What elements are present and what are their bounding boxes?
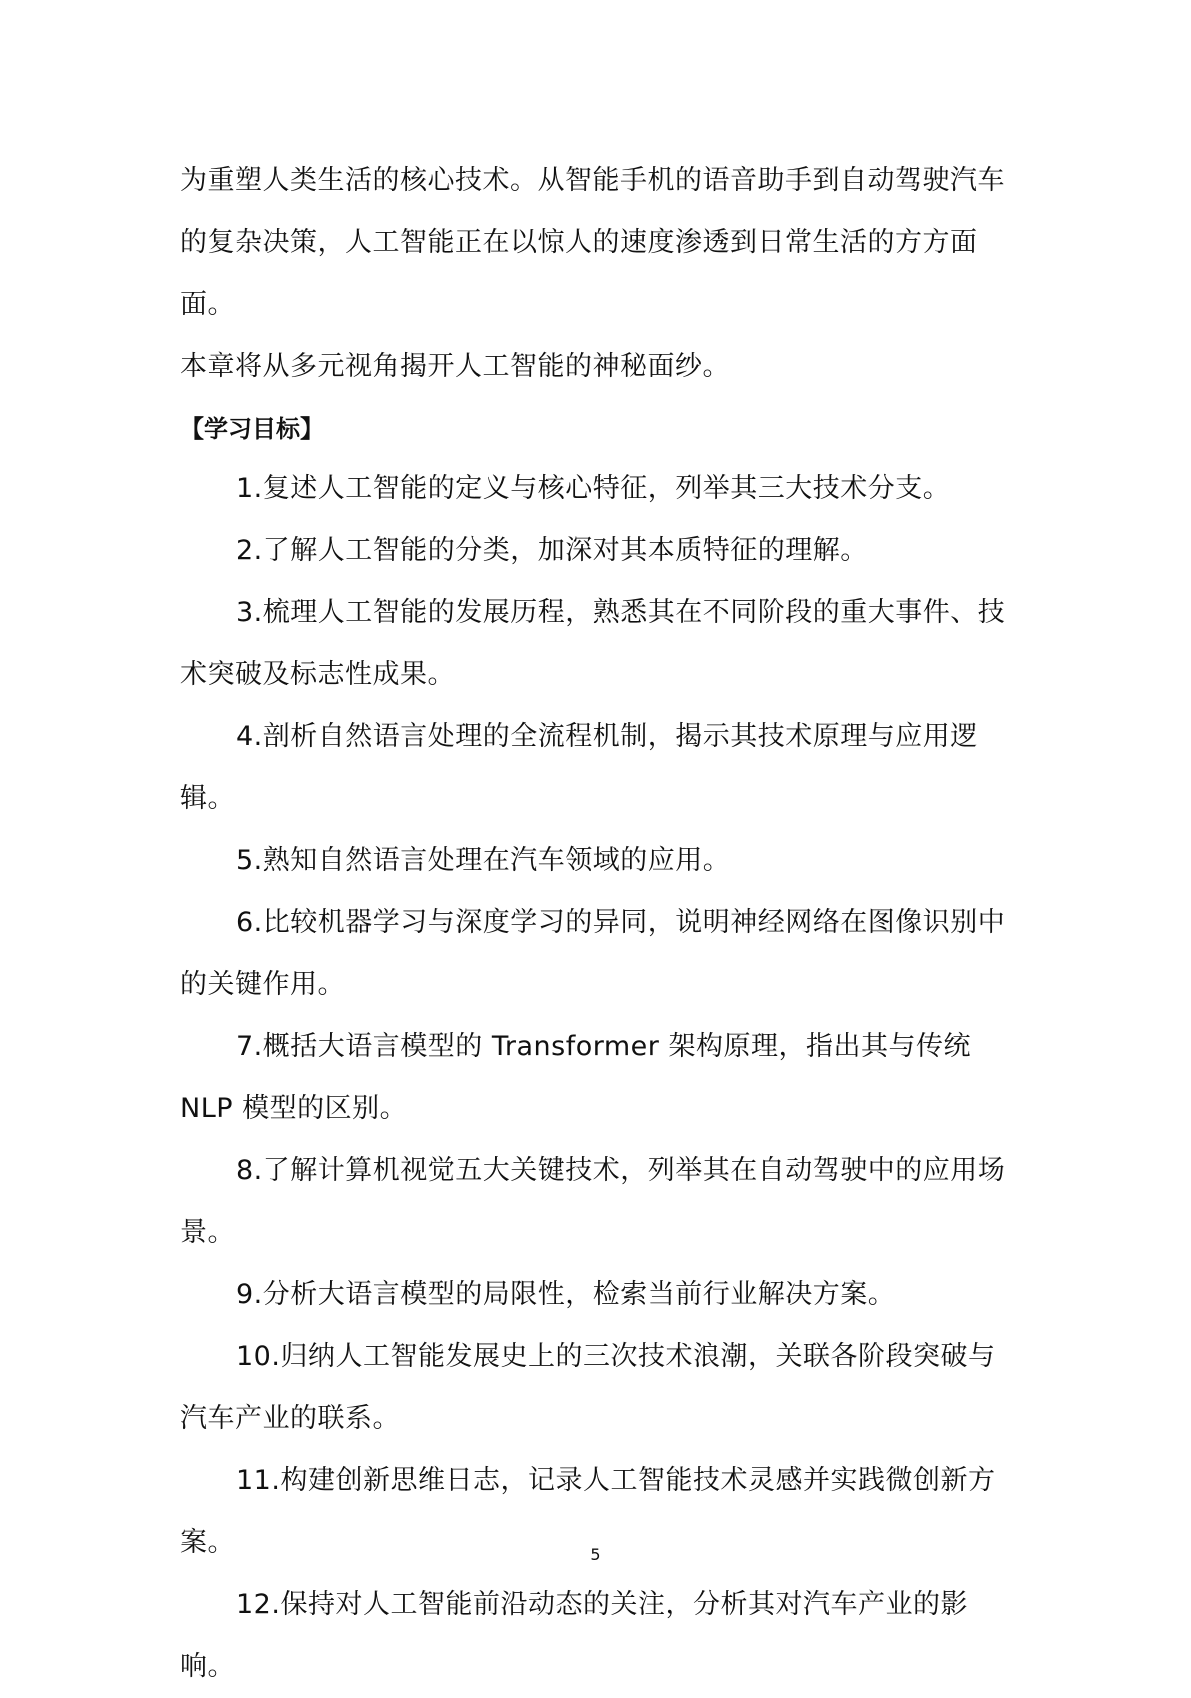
objective-item: 3.梳理人工智能的发展历程，熟悉其在不同阶段的重大事件、技术突破及标志性成果。 (180, 597, 1006, 690)
objective-item: 2.了解人工智能的分类，加深对其本质特征的理解。 (236, 535, 868, 566)
objective-item: 12.保持对人工智能前沿动态的关注，分析其对汽车产业的影响。 (180, 1589, 968, 1682)
intro-line: 的复杂决策，人工智能正在以惊人的速度渗透到日常生活的方方面面。 (180, 227, 978, 320)
objective-item: 5.熟知自然语言处理在汽车领域的应用。 (236, 845, 731, 876)
objective-item: 1.复述人工智能的定义与核心特征，列举其三大技术分支。 (236, 473, 951, 504)
intro-line: 本章将从多元视角揭开人工智能的神秘面纱。 (180, 351, 730, 382)
objective-item: 4.剖析自然语言处理的全流程机制，揭示其技术原理与应用逻辑。 (180, 721, 978, 814)
objective-item: 7.概括大语言模型的 Transformer 架构原理，指出其与传统 NLP 模型的区别。 (180, 1031, 971, 1124)
objective-item: 10.归纳人工智能发展史上的三次技术浪潮，关联各阶段突破与汽车产业的联系。 (180, 1341, 996, 1434)
objective-item: 9.分析大语言模型的局限性，检索当前行业解决方案。 (236, 1279, 896, 1310)
objective-item: 11.构建创新思维日志，记录人工智能技术灵感并实践微创新方案。 (180, 1465, 996, 1558)
page-number: 5 (590, 1545, 601, 1564)
intro-line: 为重塑人类生活的核心技术。从智能手机的语音助手到自动驾驶汽车 (180, 165, 1005, 196)
objective-item: 8.了解计算机视觉五大关键技术，列举其在自动驾驶中的应用场景。 (180, 1155, 1006, 1248)
section-heading: 【学习目标】 (180, 415, 324, 443)
intro-paragraph (180, 150, 1020, 398)
objective-item: 6.比较机器学习与深度学习的异同，说明神经网络在图像识别中的关键作用。 (180, 907, 1006, 1000)
document-page (180, 150, 1020, 1698)
